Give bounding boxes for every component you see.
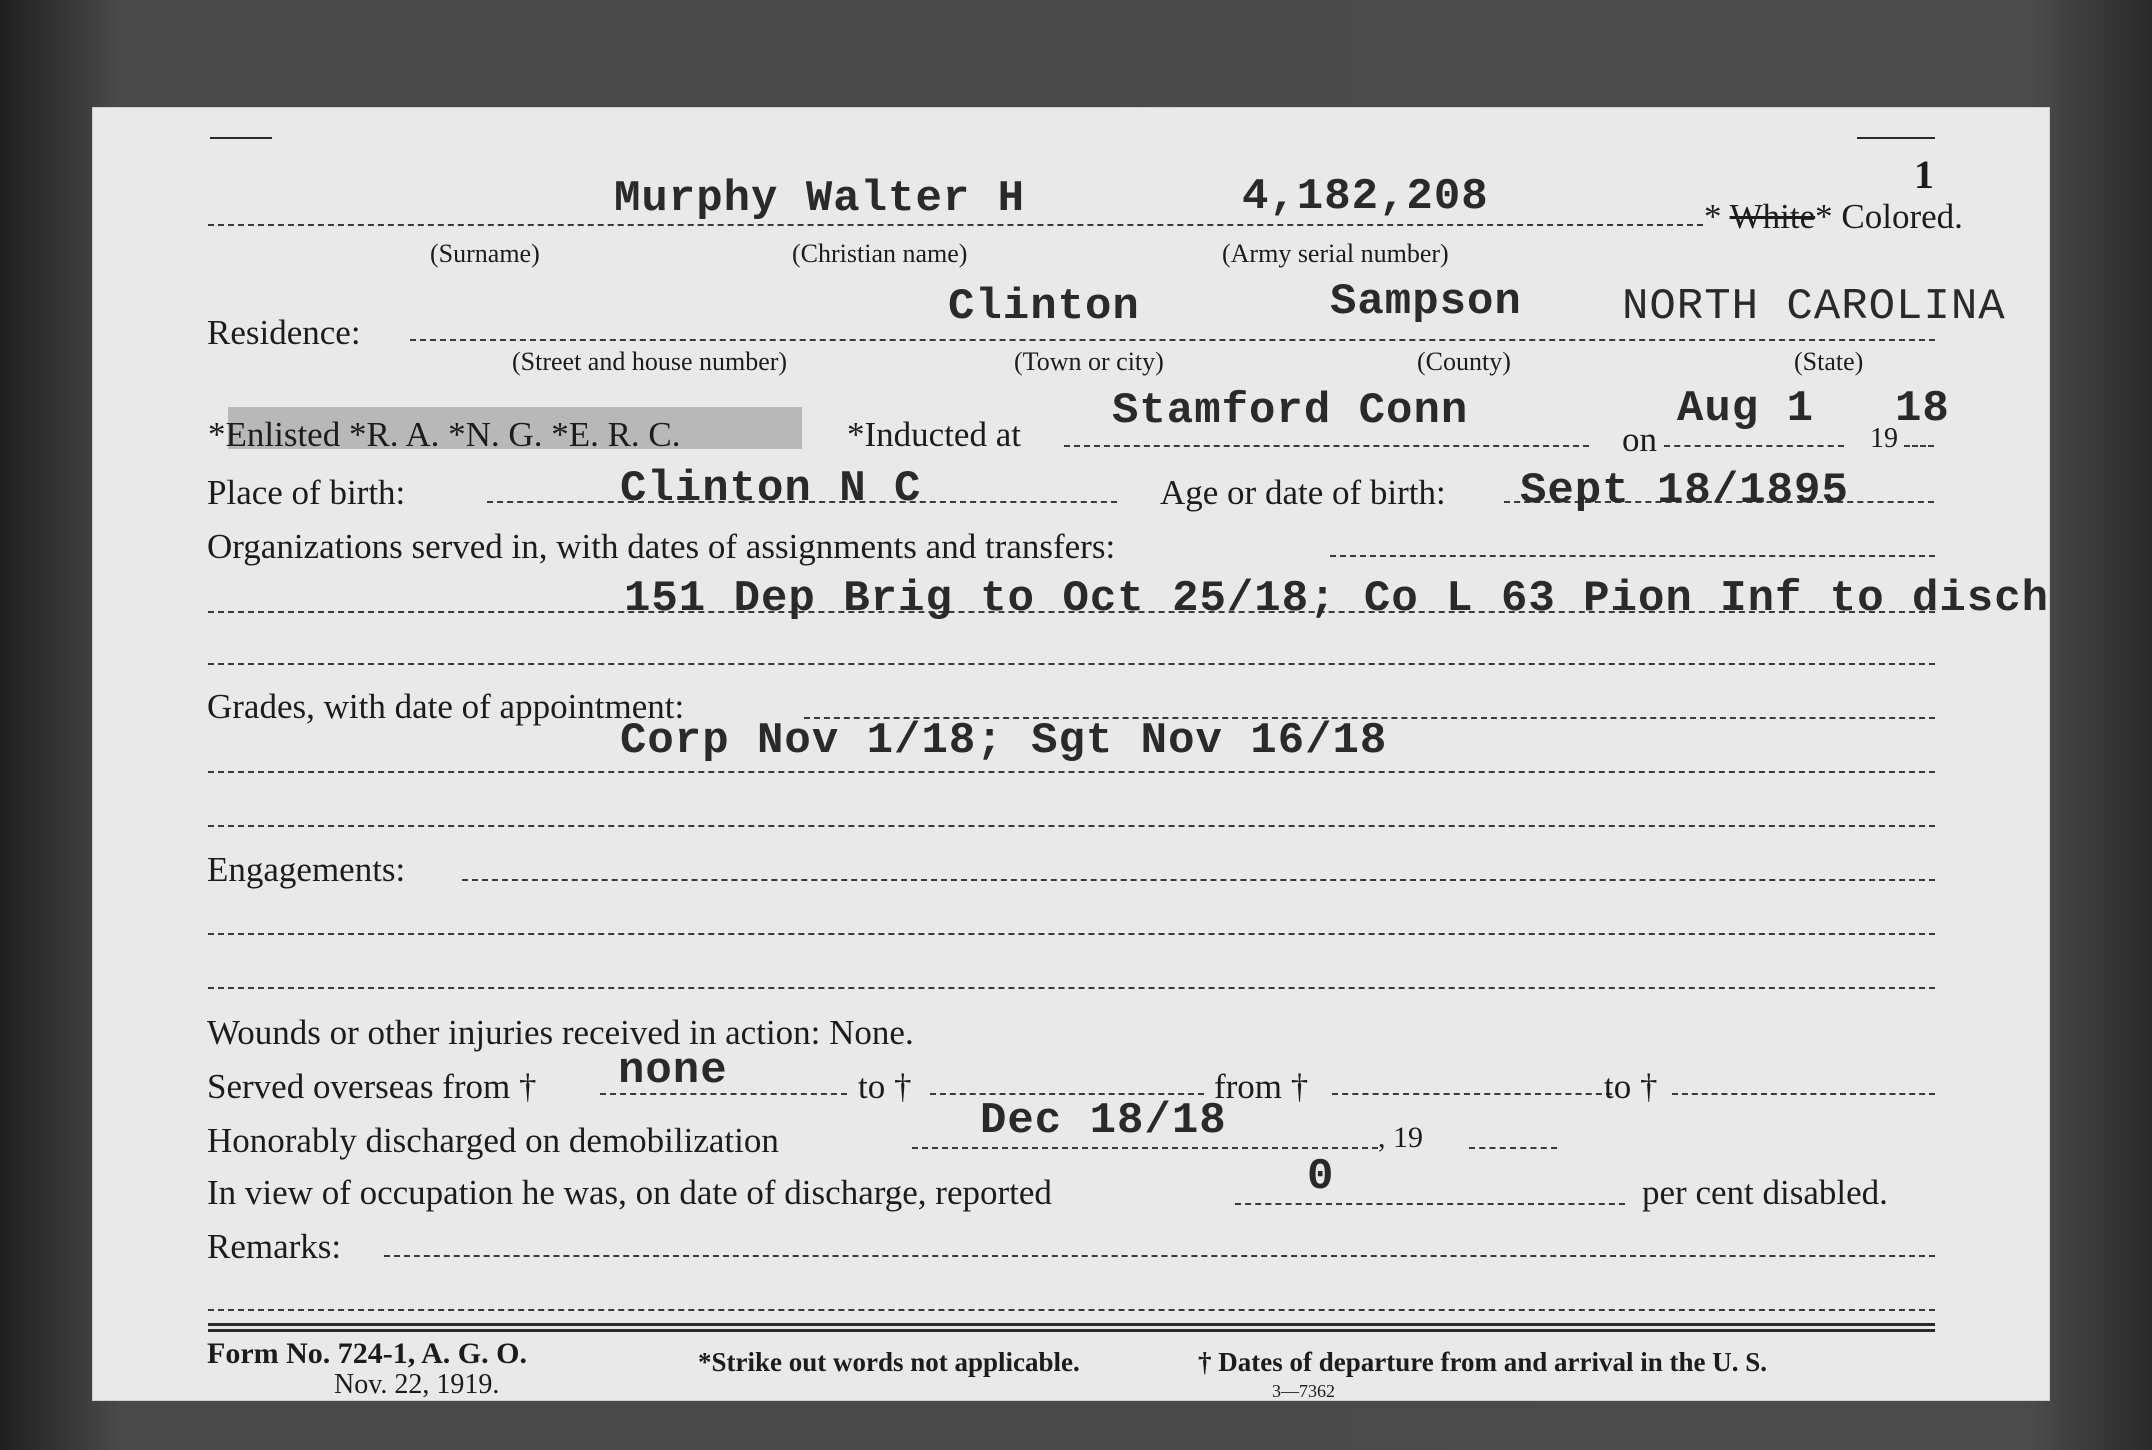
grades-label: Grades, with date of appointment: xyxy=(207,687,685,726)
overseas-to-label-2: to † xyxy=(1604,1067,1658,1106)
overseas-from-line-2 xyxy=(1332,1093,1612,1095)
overseas-to-label-1: to † xyxy=(858,1067,912,1106)
footer-rule-1 xyxy=(208,1323,1935,1326)
top-left-rule xyxy=(210,137,272,139)
disability-line xyxy=(1235,1203,1625,1205)
on-label: on xyxy=(1622,420,1657,459)
street-caption: (Street and house number) xyxy=(512,347,788,376)
remarks-line-1 xyxy=(384,1255,1935,1257)
disability-suffix: per cent disabled. xyxy=(1642,1173,1888,1212)
age-label: Age or date of birth: xyxy=(1160,473,1446,512)
name-value: Murphy Walter H xyxy=(614,174,1026,224)
organizations-line-1 xyxy=(1330,555,1935,557)
date-line xyxy=(1664,445,1844,447)
dates-note: † Dates of departure from and arrival in the U. S. xyxy=(1198,1347,1767,1377)
grades-value: Corp Nov 1/18; Sgt Nov 16/18 xyxy=(620,716,1388,766)
overseas-from-value: none xyxy=(618,1046,728,1096)
disability-label: In view of occupation he was, on date of discharge, reported xyxy=(207,1173,1052,1212)
surname-caption: (Surname) xyxy=(430,239,540,268)
residence-town: Clinton xyxy=(948,282,1140,332)
disability-value: 0 xyxy=(1307,1152,1335,1202)
race-options xyxy=(1704,199,1963,234)
top-right-rule xyxy=(1857,137,1935,139)
organizations-line-3 xyxy=(208,663,1935,665)
engagements-label: Engagements: xyxy=(207,850,406,889)
race-white: White xyxy=(1729,197,1816,236)
inducted-line xyxy=(1064,445,1589,447)
serial-caption: (Army serial number) xyxy=(1222,239,1449,268)
serial-value: 4,182,208 xyxy=(1242,172,1489,222)
christian-caption: (Christian name) xyxy=(792,239,968,268)
draft-record-card xyxy=(92,107,2050,1401)
discharge-label: Honorably discharged on demobilization xyxy=(207,1121,779,1160)
race-marker-1: * xyxy=(1704,197,1722,236)
wounds-label: Wounds or other injuries received in action: None. xyxy=(207,1013,914,1052)
remarks-line-2 xyxy=(208,1309,1935,1311)
discharge-line xyxy=(912,1147,1378,1149)
overseas-to-line-1 xyxy=(930,1093,1204,1095)
race-colored: Colored. xyxy=(1841,197,1963,236)
birth-date-value: Sept 18/1895 xyxy=(1520,466,1849,516)
place-of-birth-label: Place of birth: xyxy=(207,473,406,512)
overseas-from-label-2: from † xyxy=(1214,1067,1309,1106)
engagements-line-1 xyxy=(462,879,1935,881)
inducted-date: Aug 1 xyxy=(1677,384,1815,434)
year-line xyxy=(1904,445,1934,447)
discharge-date: Dec 18/18 xyxy=(980,1096,1227,1146)
engagements-line-3 xyxy=(208,987,1935,989)
remarks-label: Remarks: xyxy=(207,1227,342,1266)
residence-line xyxy=(410,339,1935,341)
place-of-birth-value: Clinton N C xyxy=(620,464,922,514)
overseas-to-line-2 xyxy=(1672,1093,1935,1095)
residence-label: Residence: xyxy=(207,313,361,352)
engagements-line-2 xyxy=(208,933,1935,935)
state-caption: (State) xyxy=(1794,347,1864,376)
form-date: Nov. 22, 1919. xyxy=(334,1369,500,1400)
grades-line-3 xyxy=(208,825,1935,827)
town-caption: (Town or city) xyxy=(1014,347,1164,376)
inducted-year: 18 xyxy=(1895,384,1950,434)
form-number: Form No. 724-1, A. G. O. xyxy=(207,1337,527,1370)
name-line xyxy=(208,224,1703,226)
discharge-year-line xyxy=(1469,1147,1557,1149)
print-code: 3—7362 xyxy=(1272,1381,1335,1401)
organizations-label: Organizations served in, with dates of assignments and transfers: xyxy=(207,527,1116,566)
residence-county: Sampson xyxy=(1330,277,1522,327)
organizations-value: 151 Dep Brig to Oct 25/18; Co L 63 Pion Inf to disch xyxy=(624,574,2050,624)
discharge-year-prefix: , 19 xyxy=(1378,1121,1423,1154)
footer-rule-2 xyxy=(208,1329,1935,1332)
enlistment-options: *Enlisted *R. A. *N. G. *E. R. C. xyxy=(208,415,681,454)
inducted-place: Stamford Conn xyxy=(1112,386,1469,436)
inducted-label: *Inducted at xyxy=(847,415,1021,454)
residence-state: NORTH CAROLINA xyxy=(1622,282,2006,332)
year-prefix: 19 xyxy=(1870,423,1898,454)
strike-note: *Strike out words not applicable. xyxy=(698,1347,1080,1377)
grades-line-2 xyxy=(208,771,1935,773)
overseas-label: Served overseas from † xyxy=(207,1067,537,1106)
county-caption: (County) xyxy=(1417,347,1511,376)
card-number: 1 xyxy=(1914,152,1934,197)
race-marker-2: * xyxy=(1815,197,1833,236)
